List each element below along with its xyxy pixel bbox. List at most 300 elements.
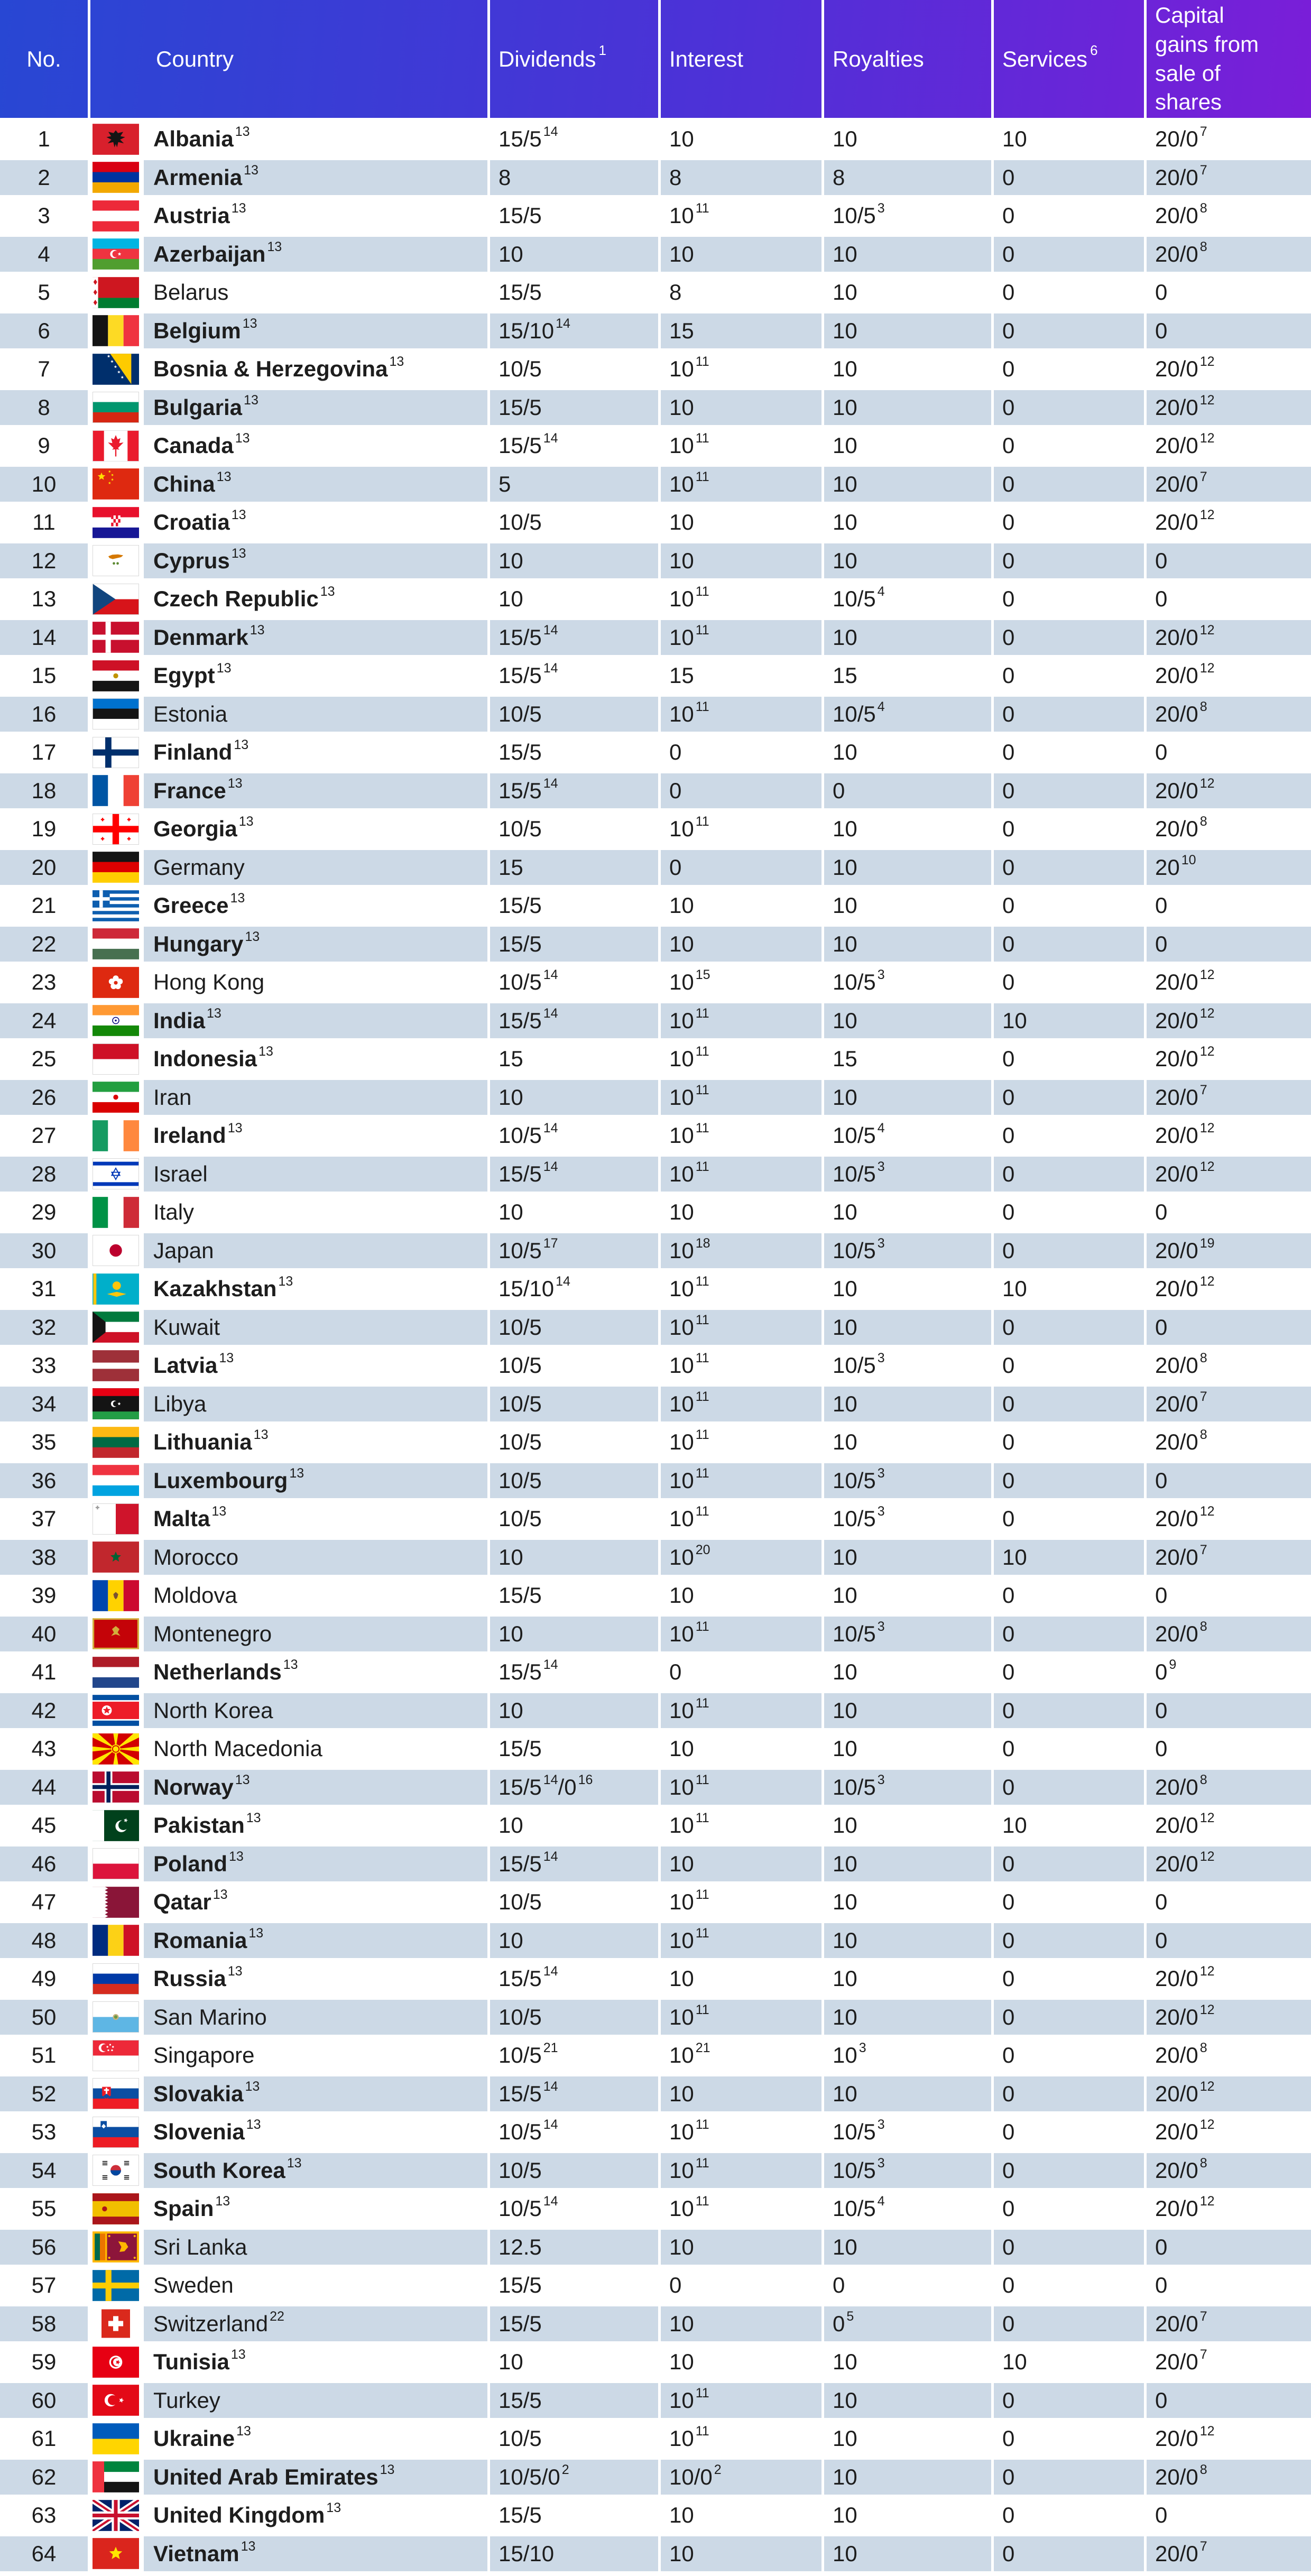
services-value: 0 (991, 888, 1144, 924)
row-number: 40 (31, 1621, 57, 1646)
flag-cell (88, 2268, 144, 2303)
capital-gains-value: 0 (1144, 927, 1311, 962)
capital-gains-value: 0 (1144, 543, 1311, 579)
country-cell: Austria $^{13}$ (144, 198, 487, 234)
row-number-cell (0, 198, 88, 234)
flag-cell (88, 581, 144, 617)
country-cell (144, 1195, 487, 1230)
capital-gains-value: 0 (1144, 1923, 1311, 1959)
country-cell: Lithuania $^{13}$ (144, 1425, 487, 1460)
table-row (0, 1923, 1311, 1962)
interest-value: 10/0 $^2$ (658, 2460, 821, 2495)
row-number-cell (0, 428, 88, 464)
interest-value: 15 (658, 658, 821, 694)
country-cell: Belgium $^{13}$ (144, 313, 487, 349)
country-cell (144, 965, 487, 1000)
table-row (0, 1387, 1311, 1425)
capital-gains-value: 0 (1144, 888, 1311, 924)
country-cell: South Korea $^{13}$ (144, 2153, 487, 2189)
country-cell: Malta $^{13}$ (144, 1501, 487, 1537)
table-row (0, 773, 1311, 812)
dividends-value: 15/5 $^{14}$ (487, 1157, 658, 1192)
royalties-value: 10 (821, 2230, 991, 2265)
flag-cell (88, 1310, 144, 1345)
table-row (0, 2268, 1311, 2306)
capital-gains-value: 20/0 $^7$ (1144, 1387, 1311, 1422)
country-name: Ukraine (153, 2426, 235, 2451)
row-number: 59 (31, 2349, 57, 2375)
row-number-cell (0, 352, 88, 387)
column-header-dividends-label: Dividends (498, 46, 596, 71)
flag-cell (88, 2230, 144, 2265)
country-name: Qatar (153, 1889, 211, 1915)
row-number-cell (0, 1463, 88, 1499)
dividends-value: 10/5 (487, 811, 658, 847)
row-number-cell (0, 1578, 88, 1613)
flag-uk-icon (93, 2500, 139, 2531)
row-number-cell (0, 1846, 88, 1882)
country-name: Tunisia (153, 2349, 229, 2375)
royalties-value: 10/5 $^3$ (821, 1463, 991, 1499)
row-number: 20 (31, 854, 57, 880)
capital-gains-value: 20/0 $^7$ (1144, 1540, 1311, 1575)
row-number-cell (0, 735, 88, 770)
country-name: Croatia (153, 510, 230, 535)
services-value: 0 (991, 467, 1144, 502)
country-name: Greece (153, 893, 229, 918)
country-cell (144, 1578, 487, 1613)
row-number: 48 (31, 1927, 57, 1953)
capital-gains-value: 20/0 $^{12}$ (1144, 505, 1311, 540)
services-value: 0 (991, 2421, 1144, 2457)
country-name: Belgium (153, 318, 241, 343)
dividends-value: 10 (487, 1693, 658, 1729)
row-number-cell (0, 2460, 88, 2495)
country-name: Iran (153, 1084, 192, 1110)
royalties-value: 10/5 $^3$ (821, 198, 991, 234)
country-name: Lithuania (153, 1429, 252, 1455)
flag-cell (88, 2460, 144, 2495)
services-value: 10 (991, 1271, 1144, 1307)
interest-value: 10 (658, 1195, 821, 1230)
country-name: Sweden (153, 2273, 234, 2298)
country-name: Hong Kong (153, 970, 265, 995)
interest-value: 10 $^{11}$ (658, 467, 821, 502)
flag-hungary-icon (93, 928, 139, 959)
column-header-no (0, 0, 88, 118)
dividends-value: 15/5 (487, 275, 658, 310)
flag-vietnam-icon (93, 2538, 139, 2569)
flag-cell (88, 313, 144, 349)
services-value: 0 (991, 1157, 1144, 1192)
dividends-value: 10/5 (487, 1348, 658, 1383)
table-row (0, 390, 1311, 429)
flag-poland-icon (93, 1848, 139, 1879)
dividends-value: 15/5 (487, 2383, 658, 2418)
flag-malta-icon (93, 1503, 139, 1535)
column-header-services (991, 0, 1144, 118)
column-header-capital-gains-label: Capital gains from sale of shares (1155, 3, 1259, 115)
country-cell (144, 1080, 487, 1115)
flag-cell (88, 1195, 144, 1230)
country-cell: Azerbaijan $^{13}$ (144, 237, 487, 272)
services-value: 0 (991, 505, 1144, 540)
country-cell: Ireland $^{13}$ (144, 1118, 487, 1153)
royalties-value: 10/5 $^4$ (821, 1118, 991, 1153)
flag-canada-icon (93, 430, 139, 461)
flag-cell (88, 2536, 144, 2572)
table-row (0, 927, 1311, 965)
row-number-cell (0, 811, 88, 847)
services-value: 0 (991, 2153, 1144, 2189)
dividends-value: 15/10 $^{14}$ (487, 1271, 658, 1307)
interest-value: 10 (658, 2536, 821, 2572)
table-row (0, 1961, 1311, 2000)
flag-latvia-icon (93, 1350, 139, 1381)
flag-cell (88, 1080, 144, 1115)
table-row (0, 965, 1311, 1003)
table-row (0, 1540, 1311, 1578)
row-number-cell (0, 850, 88, 885)
capital-gains-value: 20/0 $^{12}$ (1144, 1118, 1311, 1153)
capital-gains-value: 20/0 $^{12}$ (1144, 965, 1311, 1000)
row-number-cell (0, 1157, 88, 1192)
dividends-value: 15/5 (487, 198, 658, 234)
table-row (0, 1501, 1311, 1540)
row-number-cell (0, 1923, 88, 1959)
capital-gains-value: 20/0 $^{12}$ (1144, 2076, 1311, 2112)
row-number: 43 (31, 1736, 57, 1761)
row-number: 6 (38, 318, 50, 343)
row-number-cell (0, 467, 88, 502)
capital-gains-value: 20/0 $^{12}$ (1144, 773, 1311, 809)
row-number: 13 (31, 586, 57, 612)
dividends-value: 10/5 (487, 2000, 658, 2035)
column-header-royalties (821, 0, 991, 118)
capital-gains-value: 20/0 $^8$ (1144, 1617, 1311, 1652)
capital-gains-value: 20/0 $^7$ (1144, 2536, 1311, 2572)
country-cell: Croatia $^{13}$ (144, 505, 487, 540)
row-number: 36 (31, 1467, 57, 1493)
row-number-cell (0, 2268, 88, 2303)
capital-gains-value: 20/0 $^8$ (1144, 198, 1311, 234)
table-row (0, 2153, 1311, 2192)
table-row (0, 313, 1311, 352)
country-name: Japan (153, 1238, 214, 1263)
country-cell (144, 1387, 487, 1422)
services-value: 0 (991, 620, 1144, 655)
interest-value: 10 (658, 888, 821, 924)
flag-cell (88, 658, 144, 694)
row-number: 15 (31, 663, 57, 688)
flag-cell (88, 1885, 144, 1920)
country-cell (144, 1310, 487, 1345)
royalties-value: 10 (821, 122, 991, 157)
dividends-value: 8 (487, 160, 658, 196)
flag-france-icon (93, 775, 139, 806)
interest-value: 10 $^{11}$ (658, 1808, 821, 1843)
country-cell: Finland $^{13}$ (144, 735, 487, 770)
flag-moldova-icon (93, 1580, 139, 1611)
row-number: 21 (31, 893, 57, 918)
flag-cell (88, 1961, 144, 1997)
royalties-value: 15 (821, 658, 991, 694)
services-value: 0 (991, 313, 1144, 349)
interest-value: 10 $^{11}$ (658, 2115, 821, 2150)
country-name: Montenegro (153, 1621, 272, 1646)
royalties-value: 10 (821, 2383, 991, 2418)
interest-value: 10 $^{11}$ (658, 2383, 821, 2418)
row-number-cell (0, 2076, 88, 2112)
dividends-value: 10/5 (487, 352, 658, 387)
flag-cell (88, 2076, 144, 2112)
table-row (0, 1003, 1311, 1042)
capital-gains-value: 20/0 $^{12}$ (1144, 1846, 1311, 1882)
flag-cell (88, 1118, 144, 1153)
flag-estonia-icon (93, 698, 139, 730)
dividends-value: 10/5 (487, 2421, 658, 2457)
dividends-value: 5 (487, 467, 658, 502)
row-number-cell (0, 1501, 88, 1537)
row-number-cell (0, 1693, 88, 1729)
flag-czechia-icon (93, 584, 139, 615)
row-number-cell (0, 1617, 88, 1652)
column-header-dividends (487, 0, 658, 118)
royalties-value: 10 (821, 1387, 991, 1422)
flag-uae-icon (93, 2461, 139, 2492)
country-name: Slovenia (153, 2119, 245, 2145)
flag-cell (88, 505, 144, 540)
flag-cell (88, 390, 144, 426)
row-number-cell (0, 927, 88, 962)
country-cell: Bosnia & Herzegovina $^{13}$ (144, 352, 487, 387)
interest-value: 10 $^{11}$ (658, 1271, 821, 1307)
services-value: 0 (991, 352, 1144, 387)
royalties-value: 10 (821, 1425, 991, 1460)
dividends-value: 15/5 $^{14}$ (487, 773, 658, 809)
capital-gains-value: 0 (1144, 1195, 1311, 1230)
interest-value: 0 (658, 773, 821, 809)
capital-gains-value: 20/0 $^{12}$ (1144, 1271, 1311, 1307)
flag-cell (88, 811, 144, 847)
services-value: 0 (991, 1348, 1144, 1383)
column-header-capital-gains (1144, 0, 1311, 118)
flag-spain-icon (93, 2193, 139, 2224)
flag-sweden-icon (93, 2270, 139, 2301)
flag-cell (88, 352, 144, 387)
capital-gains-value: 0 (1144, 1310, 1311, 1345)
dividends-value: 10/5 $^{17}$ (487, 1233, 658, 1269)
country-cell (144, 1617, 487, 1652)
country-name: Canada (153, 433, 234, 458)
flag-russia-icon (93, 1963, 139, 1995)
row-number: 55 (31, 2196, 57, 2221)
flag-slovenia-icon (93, 2117, 139, 2148)
country-name: Azerbaijan (153, 241, 266, 266)
row-number: 25 (31, 1046, 57, 1072)
flag-china-icon (93, 468, 139, 500)
services-value: 0 (991, 2230, 1144, 2265)
row-number: 22 (31, 931, 57, 956)
capital-gains-value: 0 (1144, 2230, 1311, 2265)
capital-gains-value: 20/0 $^{12}$ (1144, 2191, 1311, 2227)
row-number-cell (0, 1387, 88, 1422)
table-row (0, 1693, 1311, 1732)
country-name: Luxembourg (153, 1467, 288, 1493)
interest-value: 10 $^{11}$ (658, 1501, 821, 1537)
table-row (0, 122, 1311, 160)
dividends-value: 15 (487, 1041, 658, 1077)
dividends-value: 10 (487, 1195, 658, 1230)
row-number-cell (0, 2306, 88, 2342)
table-row (0, 811, 1311, 850)
capital-gains-value: 20/0 $^7$ (1144, 467, 1311, 502)
flag-austria-icon (93, 200, 139, 232)
services-value: 0 (991, 275, 1144, 310)
royalties-value: 10 (821, 1846, 991, 1882)
interest-value: 10 $^{11}$ (658, 1425, 821, 1460)
row-number: 16 (31, 701, 57, 726)
services-value: 0 (991, 811, 1144, 847)
country-name: Bosnia & Herzegovina (153, 356, 388, 382)
row-number: 17 (31, 740, 57, 765)
flag-armenia-icon (93, 162, 139, 193)
table-row (0, 1846, 1311, 1885)
services-value: 0 (991, 1310, 1144, 1345)
country-cell: Latvia $^{13}$ (144, 1348, 487, 1383)
services-value: 0 (991, 390, 1144, 426)
interest-value: 10 (658, 2230, 821, 2265)
country-name: Finland (153, 740, 233, 765)
interest-value: 10 (658, 1578, 821, 1613)
royalties-value: 10 (821, 2000, 991, 2035)
row-number-cell (0, 1080, 88, 1115)
royalties-value: 10 (821, 428, 991, 464)
royalties-value: 10 (821, 2421, 991, 2457)
flag-cell (88, 2421, 144, 2457)
row-number: 60 (31, 2387, 57, 2413)
flag-lithuania-icon (93, 1427, 139, 1458)
country-name: North Macedonia (153, 1736, 322, 1761)
table-row (0, 620, 1311, 659)
row-number: 47 (31, 1889, 57, 1915)
services-value: 0 (991, 1617, 1144, 1652)
flag-greece-icon (93, 890, 139, 921)
royalties-value: 10 (821, 467, 991, 502)
table-row (0, 697, 1311, 735)
table-row (0, 2498, 1311, 2536)
country-name: Slovakia (153, 2081, 244, 2106)
country-cell: China $^{13}$ (144, 467, 487, 502)
interest-value: 10 $^{11}$ (658, 428, 821, 464)
services-value: 0 (991, 697, 1144, 732)
table-body (0, 122, 1311, 2574)
country-cell (144, 850, 487, 885)
capital-gains-value: 20/0 $^{12}$ (1144, 1041, 1311, 1077)
country-name: Cyprus (153, 548, 230, 573)
country-cell: Czech Republic $^{13}$ (144, 581, 487, 617)
table-row (0, 505, 1311, 543)
capital-gains-value: 0 (1144, 2268, 1311, 2303)
dividends-value: 10/5 (487, 1310, 658, 1345)
country-cell: Denmark $^{13}$ (144, 620, 487, 655)
row-number: 2 (38, 164, 50, 190)
country-cell: Georgia $^{13}$ (144, 811, 487, 847)
country-name: Estonia (153, 701, 228, 726)
flag-albania-icon (93, 124, 139, 155)
services-value: 0 (991, 1961, 1144, 1997)
services-value: 0 (991, 2536, 1144, 2572)
country-name: Singapore (153, 2043, 255, 2068)
row-number: 19 (31, 816, 57, 842)
capital-gains-value: 20/0 $^7$ (1144, 2306, 1311, 2342)
row-number: 50 (31, 2004, 57, 2029)
country-cell: Switzerland $^{22}$ (144, 2306, 487, 2342)
row-number-cell (0, 1041, 88, 1077)
capital-gains-value: 0 (1144, 2383, 1311, 2418)
row-number-cell (0, 1540, 88, 1575)
dividends-value: 15/5 (487, 1578, 658, 1613)
interest-value: 10 $^{11}$ (658, 2191, 821, 2227)
country-name: Romania (153, 1927, 247, 1953)
flag-cell (88, 697, 144, 732)
capital-gains-value: 0 (1144, 1731, 1311, 1767)
royalties-value: 10/5 $^3$ (821, 1157, 991, 1192)
royalties-value: 10 (821, 2498, 991, 2533)
services-value: 0 (991, 581, 1144, 617)
flag-cell (88, 1578, 144, 1613)
services-value: 0 (991, 1693, 1144, 1729)
country-cell: Indonesia $^{13}$ (144, 1041, 487, 1077)
royalties-value: 10 (821, 1080, 991, 1115)
table-row (0, 1271, 1311, 1310)
row-number: 37 (31, 1506, 57, 1531)
country-name: United Arab Emirates (153, 2464, 378, 2489)
flag-sanmarino-icon (93, 2001, 139, 2033)
row-number-cell (0, 275, 88, 310)
row-number-cell (0, 620, 88, 655)
row-number-cell (0, 1003, 88, 1039)
country-cell (144, 1693, 487, 1729)
row-number: 52 (31, 2081, 57, 2106)
royalties-value: 10 (821, 1578, 991, 1613)
row-number-cell (0, 888, 88, 924)
flag-cell (88, 965, 144, 1000)
interest-value: 10 (658, 927, 821, 962)
capital-gains-value: 20/0 $^8$ (1144, 2038, 1311, 2073)
table-row (0, 1425, 1311, 1463)
country-name: Malta (153, 1506, 210, 1531)
interest-value: 10 $^{11}$ (658, 1770, 821, 1805)
flag-cell (88, 1271, 144, 1307)
dividends-value: 10/5 (487, 1885, 658, 1920)
row-number: 34 (31, 1391, 57, 1416)
services-value: 0 (991, 2115, 1144, 2150)
country-name: Latvia (153, 1353, 218, 1378)
row-number: 35 (31, 1429, 57, 1455)
capital-gains-value: 20/0 $^7$ (1144, 160, 1311, 196)
services-value: 0 (991, 927, 1144, 962)
royalties-value: 0 (821, 773, 991, 809)
flag-iran-icon (93, 1082, 139, 1113)
row-number-cell (0, 965, 88, 1000)
flag-cell (88, 1808, 144, 1843)
capital-gains-value: 20/0 $^7$ (1144, 122, 1311, 157)
flag-cell (88, 2498, 144, 2533)
services-value: 0 (991, 1923, 1144, 1959)
row-number-cell (0, 237, 88, 272)
dividends-value: 15/5 $^{14}$ (487, 1003, 658, 1039)
